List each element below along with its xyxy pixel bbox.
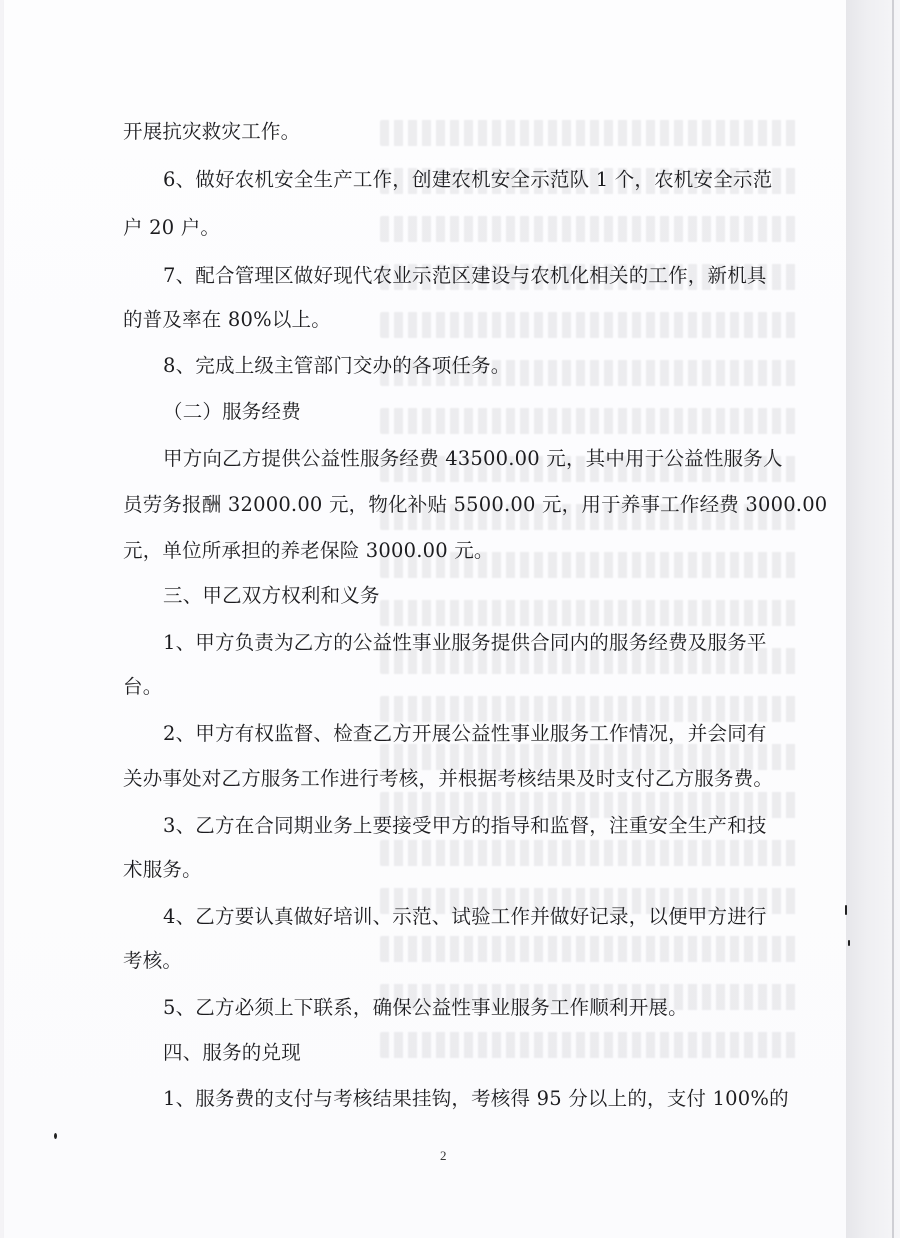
text-line: 8、完成上级主管部门交办的各项任务。 xyxy=(163,354,511,377)
scan-speck xyxy=(54,1133,57,1139)
scan-speck xyxy=(845,905,847,915)
text-line: 开展抗灾救灾工作。 xyxy=(123,120,301,143)
text-line: 员劳务报酬 32000.00 元，物化补贴 5500.00 元，用于养事工作经费 3000.00 xyxy=(123,493,828,516)
page-number: 2 xyxy=(440,1148,447,1163)
text-line: 甲方向乙方提供公益性服务经费 43500.00 元，其中用于公益性服务人 xyxy=(163,447,783,470)
text-line: 6、做好农机安全生产工作，创建农机安全示范队 1 个，农机安全示范 xyxy=(163,168,773,191)
section-heading: 三、甲乙双方权利和义务 xyxy=(163,584,380,607)
section-heading: 四、服务的兑现 xyxy=(163,1041,301,1064)
text-line: 台。 xyxy=(123,675,163,698)
text-line: 5、乙方必须上下联系，确保公益性事业服务工作顺利开展。 xyxy=(163,996,688,1019)
text-line: 关办事处对乙方服务工作进行考核，并根据考核结果及时支付乙方服务费。 xyxy=(123,767,774,790)
text-line: 考核。 xyxy=(123,949,183,972)
text-line: 的普及率在 80%以上。 xyxy=(123,308,331,331)
text-line: 元，单位所承担的养老保险 3000.00 元。 xyxy=(123,539,494,562)
text-line: 1、服务费的支付与考核结果挂钩，考核得 95 分以上的，支付 100%的 xyxy=(163,1087,789,1110)
text-line: 1、甲方负责为乙方的公益性事业服务提供合同内的服务经费及服务平 xyxy=(163,631,767,654)
text-line: 2、甲方有权监督、检查乙方开展公益性事业服务工作情况，并会同有 xyxy=(163,722,767,745)
text-line: 户 20 户。 xyxy=(123,216,221,239)
scan-speck xyxy=(848,940,850,946)
text-line: 术服务。 xyxy=(123,858,202,881)
text-line: 3、乙方在合同期业务上要接受甲方的指导和监督，注重安全生产和技 xyxy=(163,814,767,837)
text-line: 7、配合管理区做好现代农业示范区建设与农机化相关的工作，新机具 xyxy=(163,264,767,287)
scanner-edge-line xyxy=(892,0,894,1238)
text-line: 4、乙方要认真做好培训、示范、试验工作并做好记录，以便甲方进行 xyxy=(163,905,767,928)
section-heading: （二）服务经费 xyxy=(163,400,301,423)
